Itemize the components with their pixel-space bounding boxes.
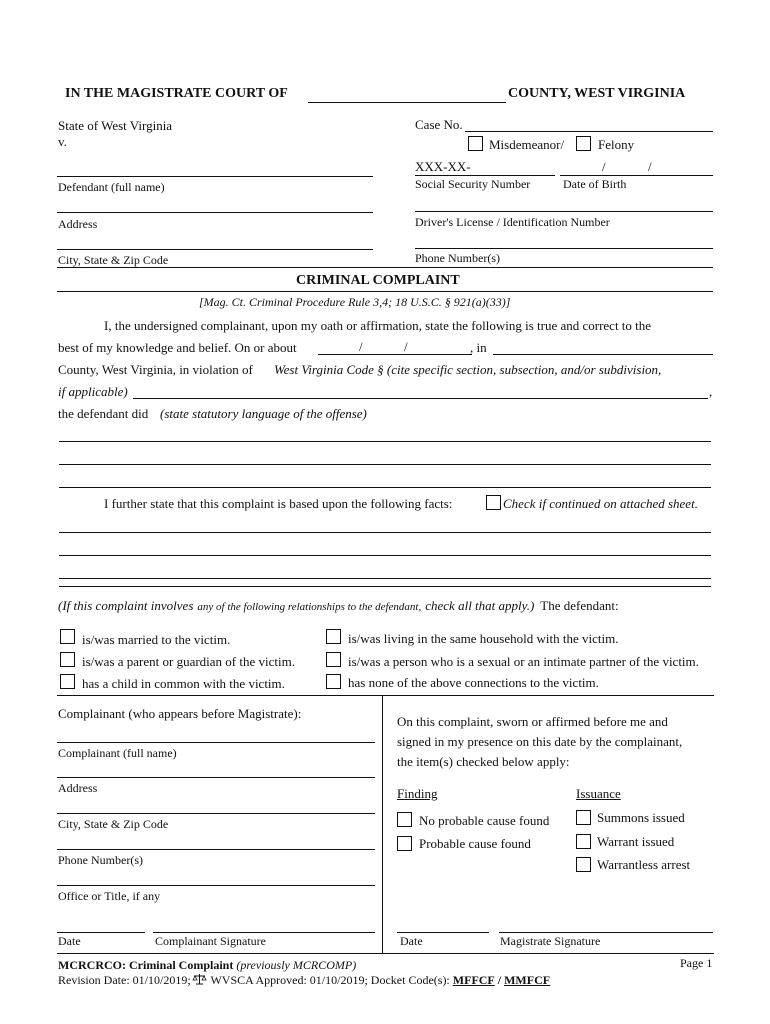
versus-label: v. bbox=[58, 134, 67, 149]
summons-issued-checkbox[interactable] bbox=[576, 810, 591, 825]
approval-info: WVSCA Approved: 01/10/2019; Docket Code(s): bbox=[210, 973, 450, 987]
misdemeanor-label: Misdemeanor/ bbox=[489, 137, 565, 152]
complainant-office-label: Office or Title, if any bbox=[58, 889, 161, 903]
facts-line-2[interactable] bbox=[59, 555, 711, 556]
felony-checkbox[interactable] bbox=[576, 136, 591, 151]
defendant-name-line[interactable] bbox=[57, 176, 373, 177]
relationships-intro-end: The defendant: bbox=[540, 598, 619, 613]
probable-cause-label: Probable cause found bbox=[419, 836, 531, 851]
no-probable-cause-label: No probable cause found bbox=[419, 813, 550, 828]
intimate-partner-label: is/was a person who is a sexual or an intimate partner of the victim. bbox=[348, 654, 699, 669]
code-section-line[interactable] bbox=[133, 398, 708, 399]
intimate-partner-checkbox[interactable] bbox=[326, 652, 341, 667]
code-citation-instruction: West Virginia Code § (cite specific section, subsection, and/or subdivision, bbox=[274, 362, 662, 377]
child-in-common-checkbox[interactable] bbox=[60, 674, 75, 689]
relationships-intro bbox=[58, 597, 619, 615]
parent-guardian-checkbox[interactable] bbox=[60, 652, 75, 667]
bottom-section-divider bbox=[382, 695, 383, 953]
offense-date-slash-2: / bbox=[404, 339, 408, 354]
relationships-intro-small: any of the following relationships to the defendant, bbox=[197, 601, 422, 613]
complainant-name-line[interactable] bbox=[57, 742, 375, 743]
complainant-date-label: Date bbox=[58, 934, 81, 948]
license-line[interactable] bbox=[415, 211, 713, 212]
ssn-line[interactable] bbox=[415, 175, 555, 176]
court-heading-prefix: IN THE MAGISTRATE COURT OF bbox=[65, 86, 288, 101]
docket-code-1: MFFCF bbox=[452, 973, 495, 987]
court-heading-suffix: COUNTY, WEST VIRGINIA bbox=[508, 86, 686, 101]
ssn-prefix: XXX-XX- bbox=[415, 159, 471, 174]
child-in-common-label: has a child in common with the victim. bbox=[82, 676, 285, 691]
offense-text-line-2[interactable] bbox=[59, 464, 711, 465]
page-number: Page 1 bbox=[680, 956, 713, 970]
oath-line-3: County, West Virginia, in violation of bbox=[58, 362, 253, 377]
form-previously: (previously MCRCOMP) bbox=[236, 958, 357, 972]
none-of-above-checkbox[interactable] bbox=[326, 674, 341, 689]
if-applicable: if applicable) bbox=[58, 384, 128, 399]
sworn-statement-2: signed in my presence on this date by the complainant, bbox=[397, 734, 683, 749]
relationships-intro-italic-2: check all that apply.) bbox=[425, 598, 535, 613]
offense-county-line[interactable] bbox=[493, 354, 713, 355]
defendant-address-label: Address bbox=[58, 217, 98, 231]
phone-label: Phone Number(s) bbox=[415, 251, 500, 265]
summons-issued-label: Summons issued bbox=[597, 810, 685, 825]
sworn-statement-3: the item(s) checked below apply: bbox=[397, 754, 570, 769]
sworn-statement-1: On this complaint, sworn or affirmed before me and bbox=[397, 714, 668, 729]
defendant-address-line[interactable] bbox=[57, 212, 373, 213]
dob-slash-2: / bbox=[648, 159, 652, 174]
defendant-name-label: Defendant (full name) bbox=[58, 180, 165, 194]
complainant-heading: Complainant (who appears before Magistrate): bbox=[58, 706, 302, 721]
code-comma: , bbox=[709, 384, 713, 399]
oath-line-2-in: , in bbox=[470, 340, 487, 355]
complainant-phone-line[interactable] bbox=[57, 849, 375, 850]
county-name-line[interactable] bbox=[308, 102, 506, 103]
magistrate-date-label: Date bbox=[400, 934, 423, 948]
relationships-intro-italic: (If this complaint involves bbox=[58, 598, 194, 613]
title-underline bbox=[57, 291, 713, 292]
statutory-language-instruction: (state statutory language of the offense) bbox=[160, 406, 367, 421]
title-rule bbox=[57, 267, 713, 268]
offense-text-line-1[interactable] bbox=[59, 441, 711, 442]
complainant-address-label: Address bbox=[58, 781, 98, 795]
probable-cause-checkbox[interactable] bbox=[397, 836, 412, 851]
issuance-heading: Issuance bbox=[576, 786, 621, 801]
warrantless-arrest-checkbox[interactable] bbox=[576, 857, 591, 872]
license-label: Driver's License / Identification Number bbox=[415, 215, 610, 229]
complainant-address-line[interactable] bbox=[57, 777, 375, 778]
complainant-name-label: Complainant (full name) bbox=[58, 746, 177, 760]
rule-citation: [Mag. Ct. Criminal Procedure Rule 3,4; 18 U.S.C. § 921(a)(33)] bbox=[199, 295, 511, 309]
facts-statement: I further state that this complaint is based upon the following facts: bbox=[104, 496, 453, 511]
defendant-city-label: City, State & Zip Code bbox=[58, 253, 169, 267]
continued-sheet-label: Check if continued on attached sheet. bbox=[503, 496, 698, 511]
docket-code-2: MMFCF bbox=[504, 973, 551, 987]
same-household-label: is/was living in the same household with the victim. bbox=[348, 631, 619, 646]
form-code-title: MCRCRCO: Criminal Complaint bbox=[58, 958, 234, 972]
warrantless-arrest-label: Warrantless arrest bbox=[597, 857, 691, 872]
revision-date: Revision Date: 01/10/2019; bbox=[58, 973, 191, 987]
magistrate-signature-label: Magistrate Signature bbox=[500, 934, 601, 948]
ssn-label: Social Security Number bbox=[415, 177, 531, 191]
bottom-section-rule bbox=[57, 695, 714, 696]
phone-line[interactable] bbox=[415, 248, 713, 249]
continued-sheet-checkbox[interactable] bbox=[486, 495, 501, 510]
defendant-did-label: the defendant did bbox=[58, 406, 149, 421]
married-label: is/was married to the victim. bbox=[82, 632, 231, 647]
form-code bbox=[58, 958, 356, 973]
footer-rule bbox=[57, 953, 714, 954]
docket-separator: / bbox=[497, 973, 502, 987]
oath-line-1: I, the undersigned complainant, upon my oath or affirmation, state the following is true and correct to the bbox=[104, 318, 652, 333]
defendant-city-line[interactable] bbox=[57, 249, 373, 250]
dob-label: Date of Birth bbox=[563, 177, 627, 191]
warrant-issued-checkbox[interactable] bbox=[576, 834, 591, 849]
none-of-above-label: has none of the above connections to the victim. bbox=[348, 675, 599, 690]
complainant-city-line[interactable] bbox=[57, 813, 375, 814]
complainant-city-label: City, State & Zip Code bbox=[58, 817, 169, 831]
same-household-checkbox[interactable] bbox=[326, 629, 341, 644]
no-probable-cause-checkbox[interactable] bbox=[397, 812, 412, 827]
complaint-title: CRIMINAL COMPLAINT bbox=[296, 273, 460, 288]
complainant-signature-line[interactable] bbox=[153, 932, 375, 933]
facts-line-3[interactable] bbox=[59, 578, 711, 579]
complainant-phone-label: Phone Number(s) bbox=[58, 853, 143, 867]
complainant-office-line[interactable] bbox=[57, 885, 375, 886]
offense-text-line-3[interactable] bbox=[59, 487, 711, 488]
warrant-issued-label: Warrant issued bbox=[597, 834, 675, 849]
finding-heading: Finding bbox=[397, 786, 438, 801]
offense-date-slash-1: / bbox=[359, 339, 363, 354]
revision-line bbox=[58, 973, 550, 988]
case-no-label: Case No. bbox=[415, 117, 463, 132]
dob-line[interactable] bbox=[560, 175, 713, 176]
magistrate-date-line[interactable] bbox=[397, 932, 489, 933]
parent-guardian-label: is/was a parent or guardian of the victim. bbox=[82, 654, 295, 669]
facts-line-4[interactable] bbox=[59, 586, 711, 587]
offense-date-line[interactable] bbox=[318, 354, 472, 355]
facts-line-1[interactable] bbox=[59, 532, 711, 533]
complainant-signature-label: Complainant Signature bbox=[155, 934, 266, 948]
felony-label: Felony bbox=[598, 137, 635, 152]
state-label: State of West Virginia bbox=[58, 118, 173, 133]
scales-icon bbox=[192, 973, 207, 985]
misdemeanor-checkbox[interactable] bbox=[468, 136, 483, 151]
oath-line-2: best of my knowledge and belief. On or about bbox=[58, 340, 297, 355]
married-checkbox[interactable] bbox=[60, 629, 75, 644]
case-no-line[interactable] bbox=[465, 131, 713, 132]
magistrate-signature-line[interactable] bbox=[499, 932, 713, 933]
dob-slash-1: / bbox=[602, 159, 606, 174]
complainant-date-line[interactable] bbox=[57, 932, 145, 933]
